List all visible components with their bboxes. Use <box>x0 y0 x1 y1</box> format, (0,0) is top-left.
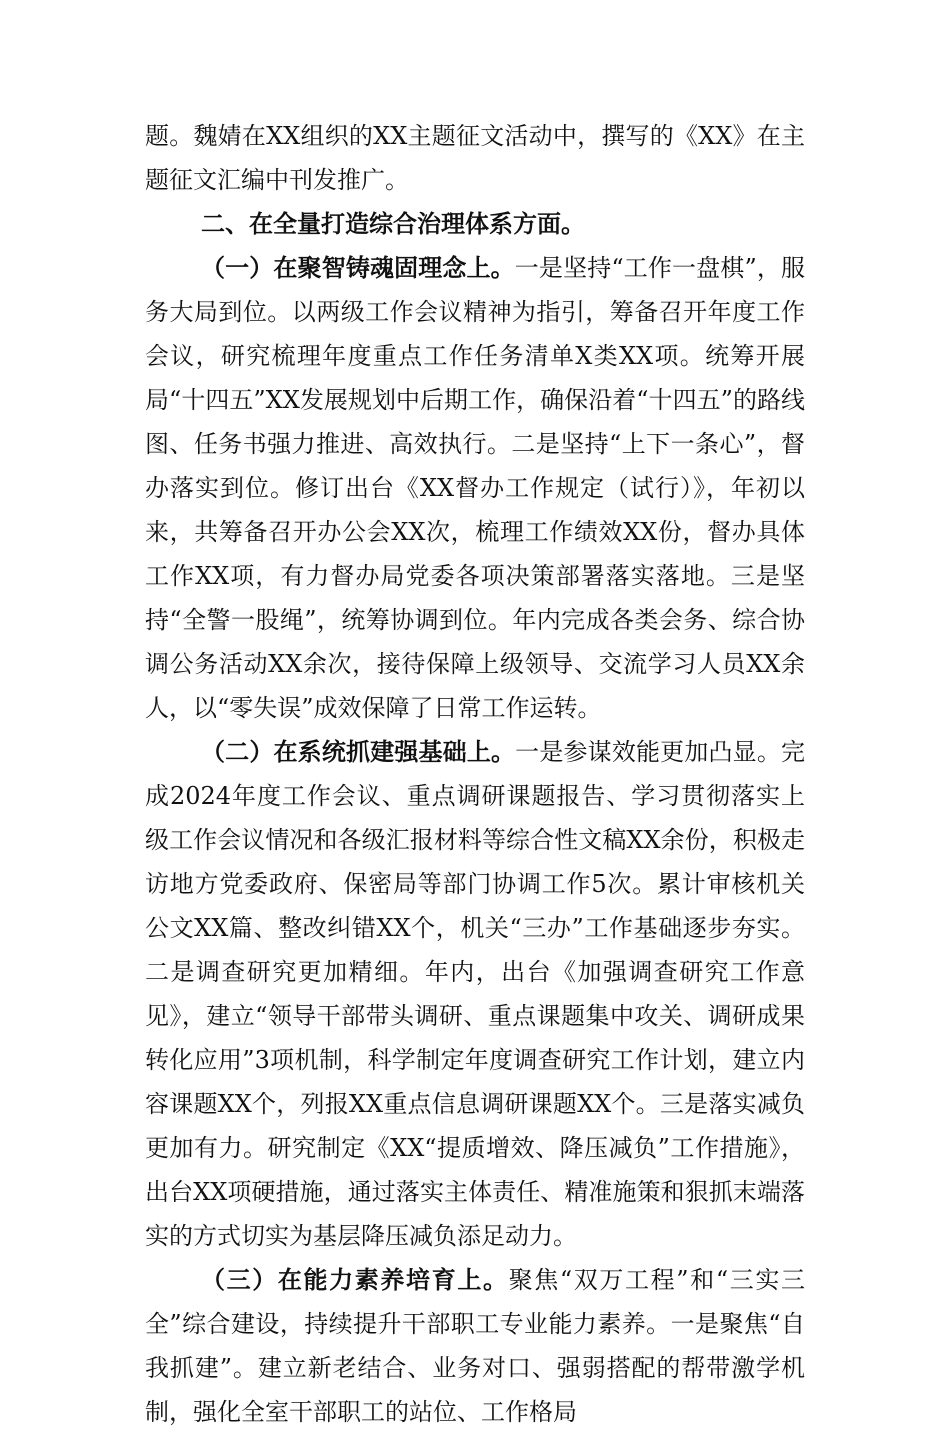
subsection-body-2: 一是参谋效能更加凸显。完成2024年度工作会议、重点调研课题报告、学习贯彻落实上级工作会议情况和各级汇报材料等综合性文稿XX余份，积极走访地方党委政府、保密局等部门协调工作5次。累计审核机关公文XX篇、整改纠错XX个，机关“三办”工作基础逐步夯实。二是调查研究更加精细。年内，出台《加强调查研究工作意见》，建立“领导干部带头调研、重点课题集中攻关、调研成果转化应用”3项机制，科学制定年度调查研究工作计划，建立内容课题XX个，列报XX重点信息调研课题XX个。三是落实减负更加有力。研究制定《XX“提质增效、降压减负”工作措施》，出台XX项硬措施，通过落实主体责任、精准施策和狠抓末端落实的方式切实为基层降压减负添足动力。 <box>145 738 806 1250</box>
subsection-body-3: 聚焦“双万工程”和“三实三全”综合建设，持续提升干部职工专业能力素养。一是聚焦“自我抓建”。建立新老结合、业务对口、强弱搭配的帮带激学机制，强化全室干部职工的站位、工作格局 <box>145 1266 805 1426</box>
continuation-paragraph: 题。魏婧在XX组织的XX主题征文活动中，撰写的《XX》在主题征文汇编中刊发推广。 <box>145 122 805 194</box>
subsection-paragraph-2 <box>145 730 805 1258</box>
subsection-paragraph-1 <box>145 246 805 730</box>
subsection-heading-1: （一）在聚智铸魂固理念上。 <box>201 253 515 282</box>
subsection-heading-2: （二）在系统抓建强基础上。 <box>201 737 516 766</box>
document-page <box>145 114 805 1434</box>
subsection-paragraph-3 <box>145 1258 805 1434</box>
section-heading: 二、在全量打造综合治理体系方面。 <box>201 209 585 238</box>
subsection-heading-3: （三）在能力素养培育上。 <box>201 1265 509 1294</box>
subsection-body-1: 一是坚持“工作一盘棋”，服务大局到位。以两级工作会议精神为指引，筹备召开年度工作会议，研究梳理年度重点工作任务清单X类XX项。统筹开展局“十四五”XX发展规划中后期工作，确保沿着“十四五”的路线图、任务书强力推进、高效执行。二是坚持“上下一条心”，督办落实到位。修订出台《XX督办工作规定（试行）》，年初以来，共筹备召开办公会XX次，梳理工作绩效XX份，督办具体工作XX项，有力督办局党委各项决策部署落实落地。三是坚持“全警一股绳”，统筹协调到位。年内完成各类会务、综合协调公务活动XX余次，接待保障上级领导、交流学习人员XX余人，以“零失误”成效保障了日常工作运转。 <box>145 254 805 722</box>
